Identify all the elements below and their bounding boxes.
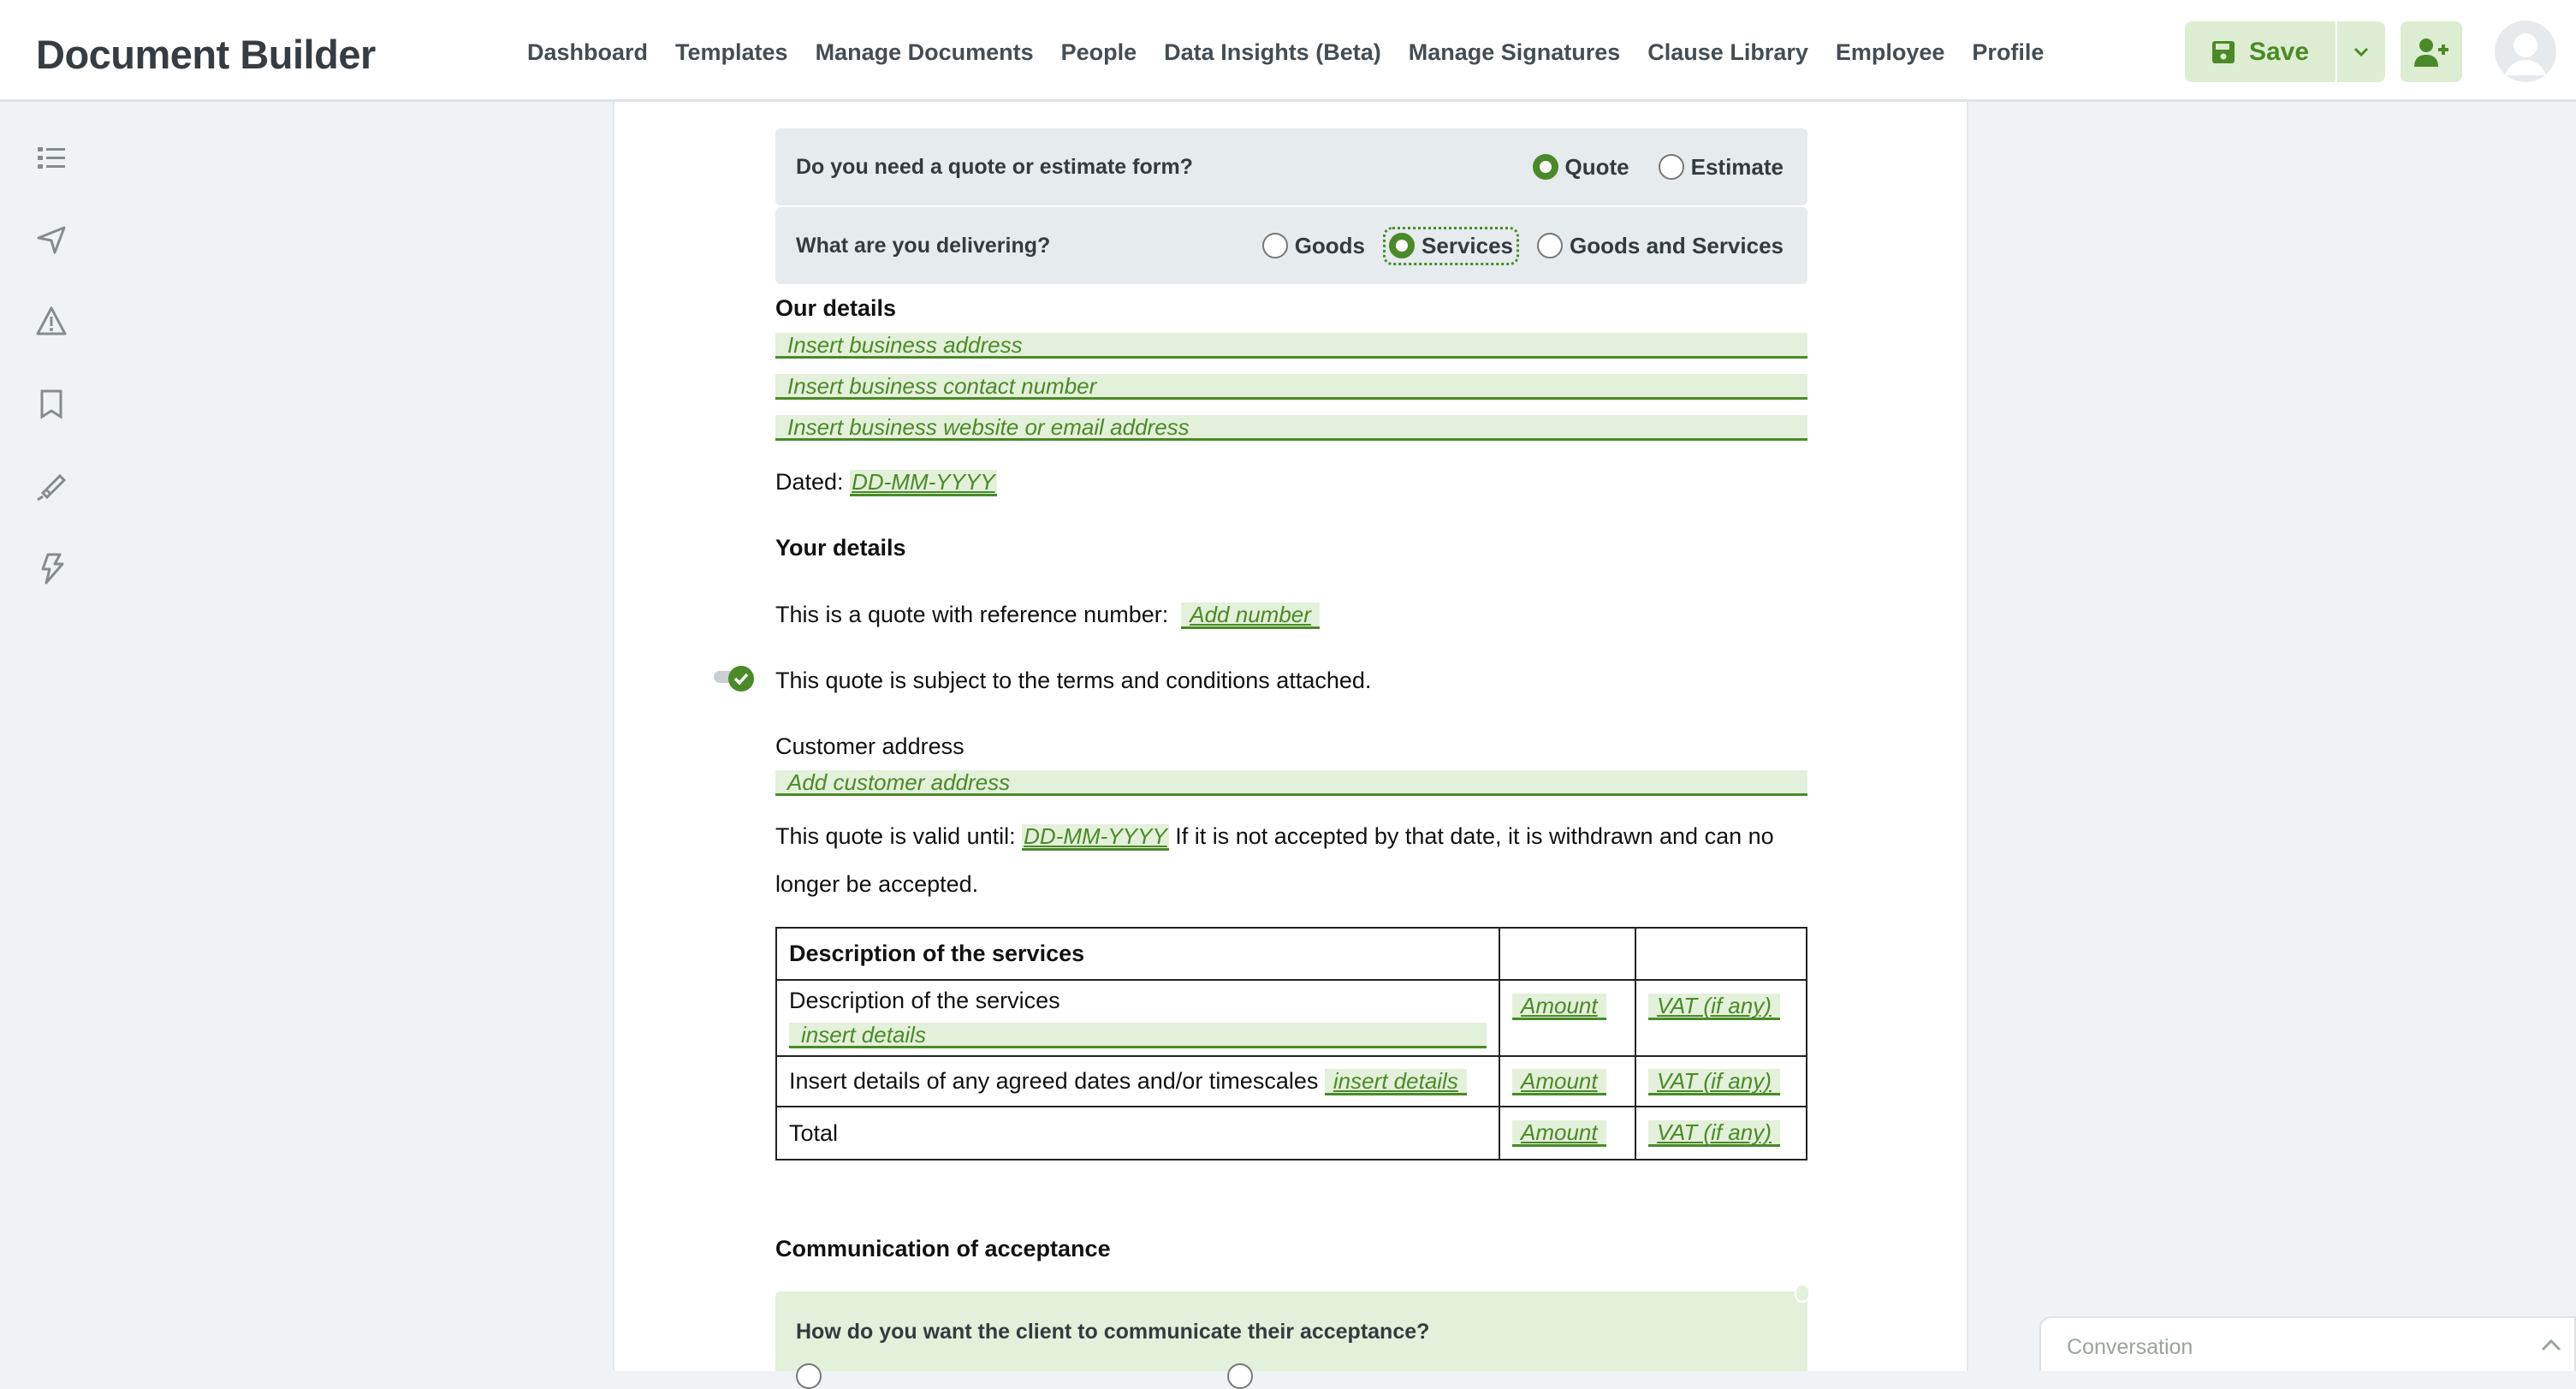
bookmark-icon[interactable] [34,387,68,421]
table-header-row [776,928,1807,980]
vat-field[interactable]: VAT (if any) [1648,1069,1780,1095]
nav-manage-signatures[interactable]: Manage Signatures [1408,39,1621,65]
app-title: Document Builder [36,32,376,77]
question-label: Do you need a quote or estimate form? [796,154,1193,179]
option-label: Goods and Services [1570,232,1784,258]
table-row [776,980,1807,1056]
radio-empty-icon [1659,154,1684,180]
your-details-heading: Your details [775,535,906,561]
chevron-up-icon[interactable] [2540,1337,2562,1352]
add-user-button[interactable] [2401,21,2462,82]
timescales-details-field[interactable]: insert details [1325,1069,1467,1095]
conversation-panel[interactable] [2039,1316,2576,1371]
quote-or-estimate-question [775,128,1807,205]
radio-empty-icon [1537,233,1563,258]
option-label: Quote [1564,153,1629,180]
valid-until-line-2: longer be accepted. [775,871,979,897]
main-nav [527,39,2044,66]
valid-rest: If it is not accepted by that date, it is withdrawn and can no [1175,823,1774,849]
save-options-dropdown[interactable] [2337,21,2385,82]
radio-selected-icon [1533,154,1558,180]
user-plus-icon [2413,38,2449,67]
nav-employee[interactable]: Employee [1835,39,1945,65]
question-label: What are you delivering? [796,233,1051,258]
total-amount-field[interactable]: Amount [1512,1120,1606,1147]
radio-goods-and-services[interactable] [1534,229,1787,263]
save-label: Save [2248,37,2310,66]
radio-goods[interactable] [1259,229,1368,263]
row-label: Total [776,1107,1499,1160]
services-table [775,927,1807,1160]
customer-address-label: Customer address [775,733,965,759]
send-icon[interactable] [34,223,68,257]
amount-field[interactable]: Amount [1512,994,1606,1020]
acceptance-radio-1[interactable] [796,1363,822,1389]
reference-label: This is a quote with reference number: [775,602,1169,627]
reference-number-field[interactable]: Add number [1181,602,1320,629]
terms-text: This quote is subject to the terms and conditions attached. [775,668,1372,693]
delivering-question [775,207,1807,284]
our-details-heading: Our details [775,295,897,321]
table-row-total [776,1107,1807,1160]
radio-selected-icon [1389,233,1415,258]
reference-line [775,602,1807,629]
nav-clause-library[interactable]: Clause Library [1647,39,1808,65]
nav-dashboard[interactable]: Dashboard [527,39,649,65]
communication-heading: Communication of acceptance [775,1236,1111,1261]
option-label: Services [1422,232,1514,258]
radio-empty-icon [1262,233,1288,258]
acceptance-radio-2[interactable] [1227,1363,1253,1389]
radio-estimate[interactable] [1655,151,1787,184]
save-button[interactable] [2185,21,2336,82]
top-header [0,0,2576,102]
valid-until-line [775,823,1807,851]
user-avatar-icon [2495,21,2556,82]
bolt-icon[interactable] [34,551,68,585]
acceptance-question: How do you want the client to communicate their acceptance? [796,1320,1430,1344]
avatar[interactable] [2495,21,2556,82]
radio-quote[interactable] [1529,151,1633,184]
conversation-label: Conversation [2067,1335,2193,1359]
row-label: Insert details of any agreed dates and/or timescales [789,1067,1319,1094]
list-icon[interactable] [34,140,68,175]
nav-manage-documents[interactable]: Manage Documents [815,39,1034,65]
dated-field[interactable]: DD-MM-YYYY [852,469,995,495]
business-contact-field[interactable]: Insert business contact number [775,374,1807,400]
nav-templates[interactable]: Templates [675,39,788,65]
nav-profile[interactable]: Profile [1972,39,2045,65]
valid-label: This quote is valid until: [775,823,1016,849]
dated-line [775,469,1807,496]
dated-label: Dated: [775,469,844,495]
nav-data-insights[interactable]: Data Insights (Beta) [1164,39,1381,65]
valid-until-field[interactable]: DD-MM-YYYY [1024,823,1167,849]
floppy-disk-icon [2211,40,2235,64]
option-label: Estimate [1690,153,1784,180]
highlighter-icon[interactable] [34,469,68,503]
row-label: Description of the services [789,988,1060,1013]
total-vat-field[interactable]: VAT (if any) [1648,1120,1780,1147]
block-handle[interactable] [1795,1284,1810,1303]
check-circle-icon[interactable] [727,665,755,692]
table-row [776,1056,1807,1107]
acceptance-question-box [775,1291,1807,1371]
service-details-field[interactable]: insert details [789,1023,1487,1048]
option-label: Goods [1294,232,1366,258]
customer-address-field[interactable]: Add customer address [775,770,1807,796]
vat-field[interactable]: VAT (if any) [1648,994,1780,1020]
business-address-field[interactable]: Insert business address [775,333,1807,359]
radio-services[interactable] [1386,229,1517,263]
table-header: Description of the services [776,928,1499,980]
amount-field[interactable]: Amount [1512,1069,1606,1095]
business-website-field[interactable]: Insert business website or email address [775,415,1807,441]
chevron-down-icon [2353,46,2370,58]
nav-people[interactable]: People [1060,39,1137,65]
warning-icon[interactable] [34,305,68,339]
